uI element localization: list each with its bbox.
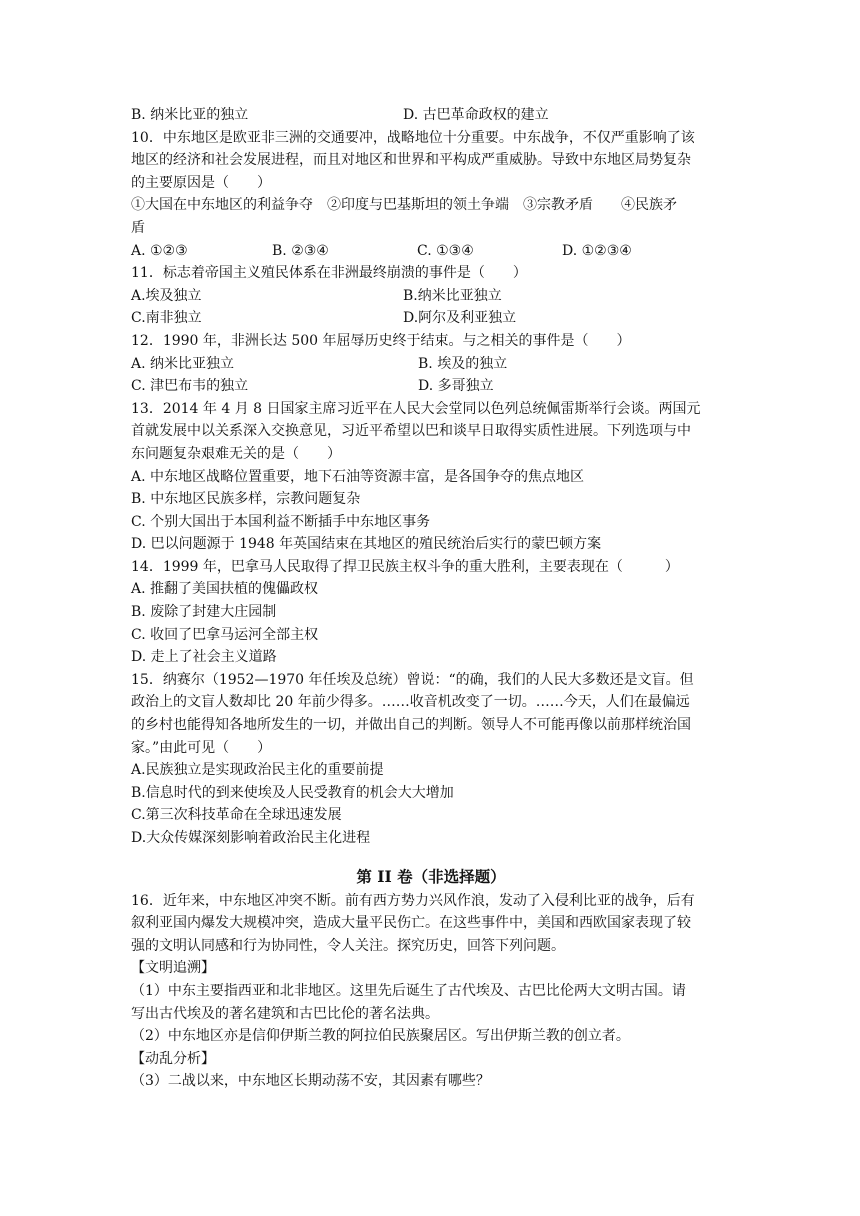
q12-stem: 12．1990 年，非洲长达 500 年屈辱历史终于结束。与之相关的事件是（ ） [131,332,631,349]
q11-options-row-1 [131,285,731,308]
q15-option-a[interactable]: A.民族独立是实现政治民主化的重要前提 [131,762,384,779]
q12-option-a[interactable]: A. 纳米比亚独立 [131,355,235,372]
q11-options-row-2 [131,307,731,330]
q15-stem-line-3: 的乡村也能得知各地所发生的一切，并做出自己的判断。领导人不可能再像以前那样统治国 [131,717,691,734]
q15-option-c[interactable]: C.第三次科技革命在全球迅速发展 [131,807,342,824]
q9-option-b[interactable]: B. 纳米比亚的独立 [131,107,249,123]
question-10 [131,127,731,263]
q16-heading-civilization: 【文明追溯】 [131,960,215,977]
q11-option-c[interactable]: C.南非独立 [131,310,202,327]
section-2-title-sub: （非选择题） [412,866,506,886]
q12-option-c[interactable]: C. 津巴布韦的独立 [131,378,249,395]
q15-option-d[interactable]: D.大众传媒深刻影响着政治民主化进程 [131,830,371,846]
q11-option-b[interactable]: B.纳米比亚独立 [403,287,502,304]
question-15 [131,669,731,850]
q13-option-a[interactable]: A. 中东地区战略位置重要，地下石油等资源丰富，是各国争夺的焦点地区 [131,468,585,485]
q13-option-c[interactable]: C. 个别大国出于本国利益不断插手中东地区事务 [131,513,431,530]
q11-option-a[interactable]: A.埃及独立 [131,287,202,304]
q10-option-c[interactable]: C. ①③④ [417,242,474,259]
q14-option-c[interactable]: C. 收回了巴拿马运河全部主权 [131,626,319,643]
q12-option-d[interactable]: D. 多哥独立 [418,378,494,395]
q15-option-b[interactable]: B.信息时代的到来使埃及人民受教育的机会大大增加 [131,784,454,801]
q13-option-d[interactable]: D. 巴以问题源于 1948 年英国结束在其地区的殖民统治后实行的蒙巴顿方案 [131,536,602,553]
question-11 [131,262,731,330]
q10-option-a[interactable]: A. ①②③ [131,242,188,259]
q13-stem-line-2: 首就发展中以关系深入交换意见，习近平希望以巴和谈早日取得实质性进展。下列选项与中 [131,423,691,440]
q16-part-1-line-2: 写出古代埃及的著名建筑和古巴比伦的著名法典。 [131,1005,439,1022]
q13-option-b[interactable]: B. 中东地区民族多样，宗教问题复杂 [131,491,361,508]
q16-part-1-line-1: （1）中东主要指西亚和北非地区。这里先后诞生了古代埃及、古巴比伦两大文明古国。请 [131,982,686,999]
q15-stem-line-2: 政治上的文盲人数却比 20 年前少得多。……收音机改变了一切。……今天，人们在最偏远 [131,694,690,711]
section-2-title [131,866,731,888]
q16-intro-line-1: 16．近年来，中东地区冲突不断。前有西方势力兴风作浪，发动了入侵利比亚的战争，后有 [131,892,695,909]
q12-options-row-2 [131,375,731,398]
q14-stem: 14．1999 年，巴拿马人民取得了捍卫民族主权斗争的重大胜利，主要表现在（ ） [131,558,679,575]
q10-option-d[interactable]: D. ①②③④ [562,242,632,259]
q16-intro-line-3: 强的文明认同感和行为协同性，令人关注。探究历史，回答下列问题。 [131,937,565,954]
q10-stem-line-2: 地区的经济和社会发展进程，而且对地区和世界和平构成严重威胁。导致中东地区局势复杂 [131,152,691,169]
question-13 [131,398,731,556]
q10-option-b[interactable]: B. ②③④ [272,242,329,259]
question-16 [131,890,731,1093]
q10-stem-line-3: 的主要原因是（ ） [131,174,271,191]
q16-heading-turmoil: 【动乱分析】 [131,1050,215,1067]
q10-options [131,240,731,263]
q16-part-2: （2）中东地区亦是信仰伊斯兰教的阿拉伯民族聚居区。写出伊斯兰教的创立者。 [131,1028,630,1045]
q15-stem-line-1: 15．纳赛尔（1952—1970 年任埃及总统）曾说：“的确，我们的人民大多数还是文盲。但 [131,671,694,688]
q13-stem-line-1: 13．2014 年 4 月 8 日国家主席习近平在人民大会堂同以色列总统佩雷斯举行会谈。两国元 [131,400,701,417]
q16-intro-line-2: 叙利亚国内爆发大规模冲突，造成大量平民伤亡。在这些事件中，美国和西欧国家表现了较 [131,915,691,932]
section-2-title-main: 第 II 卷 [356,866,413,886]
q9-option-d[interactable]: D. 古巴革命政权的建立 [403,107,549,123]
question-14 [131,556,731,669]
q15-stem-line-4: 家。”由此可见（ ） [131,739,272,756]
q11-option-d[interactable]: D.阿尔及利亚独立 [403,310,517,327]
q14-option-b[interactable]: B. 废除了封建大庄园制 [131,604,277,621]
q10-stem-line-1: 10．中东地区是欧亚非三洲的交通要冲，战略地位十分重要。中东战争，不仅严重影响了该 [131,129,695,146]
exam-page [131,104,731,1093]
q11-stem: 11．标志着帝国主义殖民体系在非洲最终崩溃的事件是（ ） [131,265,527,282]
q14-option-d[interactable]: D. 走上了社会主义道路 [131,649,277,666]
q10-items-line-1: ①大国在中东地区的利益争夺 ②印度与巴基斯坦的领土争端 ③宗教矛盾 ④民族矛 [131,197,677,214]
q10-items-line-2: 盾 [131,219,145,236]
q9-options [131,104,731,127]
question-12 [131,330,731,398]
q12-options-row-1 [131,353,731,376]
q16-part-3: （3）二战以来，中东地区长期动荡不安，其因素有哪些？ [131,1073,490,1090]
q12-option-b[interactable]: B. 埃及的独立 [418,355,508,372]
q14-option-a[interactable]: A. 推翻了美国扶植的傀儡政权 [131,581,319,598]
q13-stem-line-3: 东问题复杂艰难无关的是（ ） [131,445,341,462]
